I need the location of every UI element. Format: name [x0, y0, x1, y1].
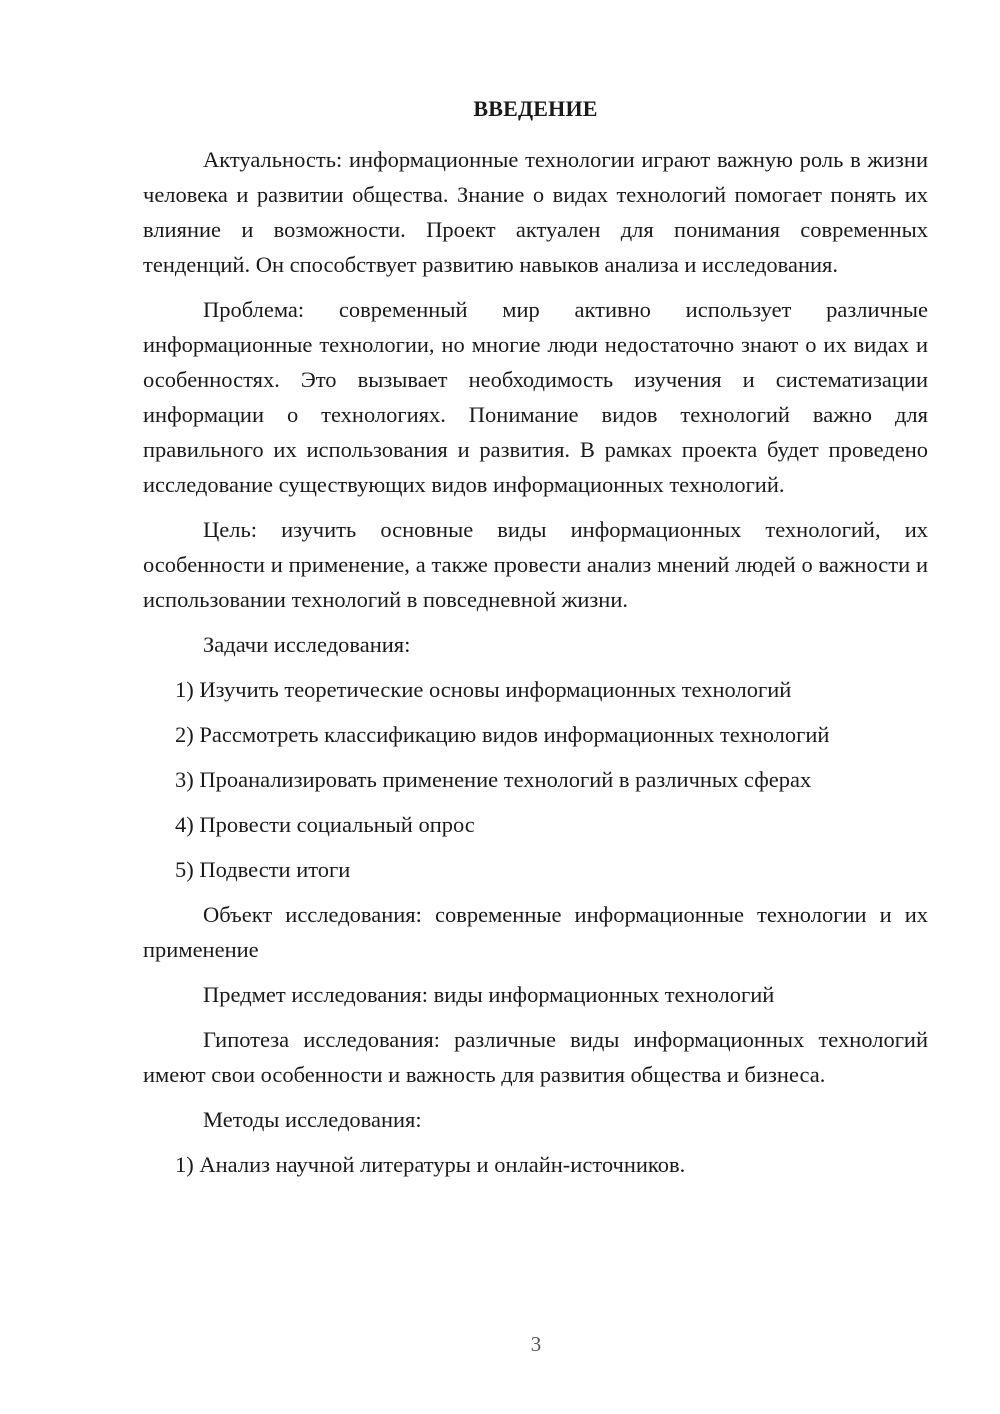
- hypothesis-paragraph: Гипотеза исследования: различные виды информационных технологий имеют свои особенности и важность для развития общества и бизнеса.: [143, 1027, 928, 1087]
- subject-paragraph: Предмет исследования: виды информационных технологий: [203, 982, 775, 1007]
- task-item: 4) Провести социальный опрос: [175, 812, 475, 837]
- object-paragraph: Объект исследования: современные информационные технологии и их применение: [143, 902, 928, 962]
- goal-paragraph: Цель: изучить основные виды информационных технологий, их особенности и применение, а также провести анализ мнений людей о важности и использовании технологий в повседневной жизни.: [143, 517, 928, 612]
- methods-heading: Методы исследования:: [203, 1107, 422, 1132]
- task-item: 3) Проанализировать применение технологий в различных сферах: [175, 767, 812, 792]
- task-item: 1) Изучить теоретические основы информационных технологий: [175, 677, 792, 702]
- page-content: [143, 94, 928, 1192]
- problem-paragraph: Проблема: современный мир активно использует различные информационные технологии, но многие люди недостаточно знают о их видах и особенностях. Это вызывает необходимость изучения и систематизации информации о технологиях. Понимание видов технологий важно для правильного их использования и развития. В рамках проекта будет проведено исследование существующих видов информационных технологий.: [143, 297, 928, 497]
- task-item: 5) Подвести итоги: [175, 857, 351, 882]
- method-item: 1) Анализ научной литературы и онлайн-источников.: [175, 1152, 686, 1177]
- relevance-paragraph: Актуальность: информационные технологии играют важную роль в жизни человека и развитии общества. Знание о видах технологий помогает понять их влияние и возможности. Проект актуален для понимания современных тенденций. Он способствует развитию навыков анализа и исследования.: [143, 147, 928, 277]
- tasks-heading: Задачи исследования:: [203, 632, 411, 657]
- page-number: 3: [530, 1332, 542, 1356]
- tasks-list: [143, 672, 928, 887]
- methods-list: [143, 1147, 928, 1182]
- section-title: ВВЕДЕНИЕ: [473, 96, 598, 121]
- task-item: 2) Рассмотреть классификацию видов информационных технологий: [175, 722, 830, 747]
